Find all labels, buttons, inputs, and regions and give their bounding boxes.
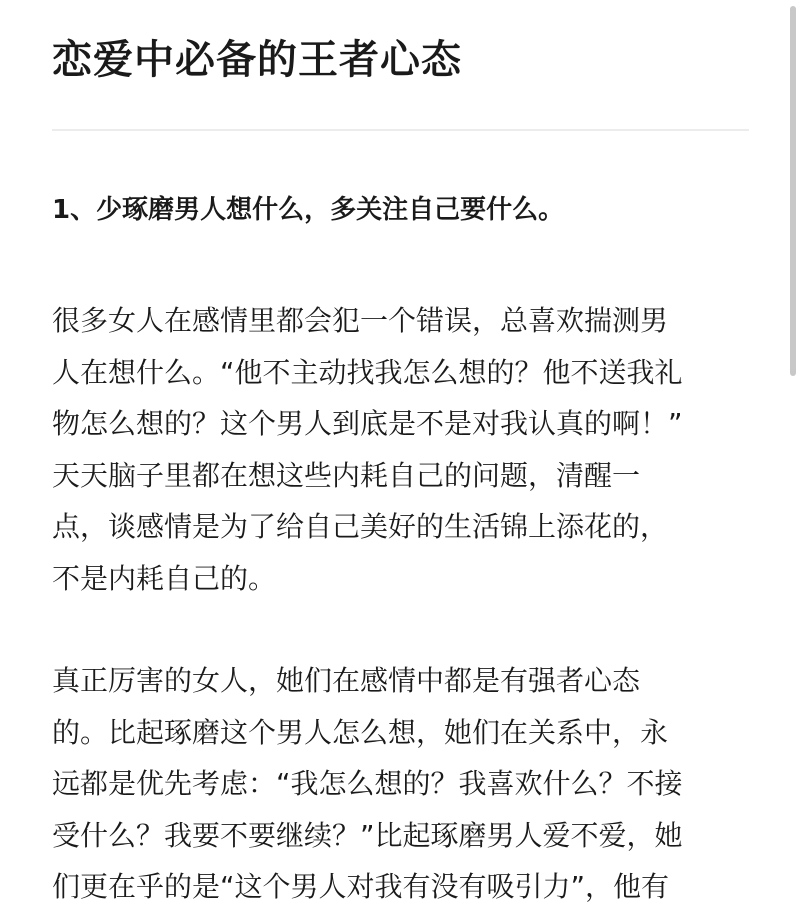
- paragraph-2: [52, 655, 752, 913]
- paragraph-line: 受什么？我要不要继续？”比起琢磨男人爱不爱，她: [52, 818, 683, 852]
- paragraph-line: 很多女人在感情里都会犯一个错误，总喜欢揣测男: [52, 304, 669, 337]
- paragraph-line: 真正厉害的女人，她们在感情中都是有强者心态: [52, 664, 641, 697]
- article-title: 恋爱中必备的王者心态: [52, 37, 462, 83]
- paragraph-1: [52, 295, 752, 604]
- paragraph-line: 天天脑子里都在想这些内耗自己的问题，清醒一: [52, 458, 641, 492]
- title-divider: [52, 129, 749, 131]
- paragraph-line: 点，谈感情是为了给自己美好的生活锦上添花的，: [52, 510, 669, 543]
- vertical-scrollbar[interactable]: [790, 6, 796, 376]
- paragraph-line: 人在想什么。“他不主动找我怎么想的？他不送我礼: [52, 355, 683, 389]
- paragraph-line: 不是内耗自己的。: [52, 561, 277, 595]
- section-heading: 1、少琢磨男人想什么，多关注自己要什么。: [52, 194, 565, 225]
- paragraph-line: 们更在乎的是“这个男人对我有没有吸引力”，他有: [52, 870, 670, 903]
- paragraph-line: 物怎么想的？这个男人到底是不是对我认真的啊！”: [52, 407, 683, 440]
- paragraph-line: 的。比起琢磨这个男人怎么想，她们在关系中，永: [52, 715, 669, 749]
- paragraph-line: 远都是优先考虑：“我怎么想的？我喜欢什么？不接: [52, 767, 683, 800]
